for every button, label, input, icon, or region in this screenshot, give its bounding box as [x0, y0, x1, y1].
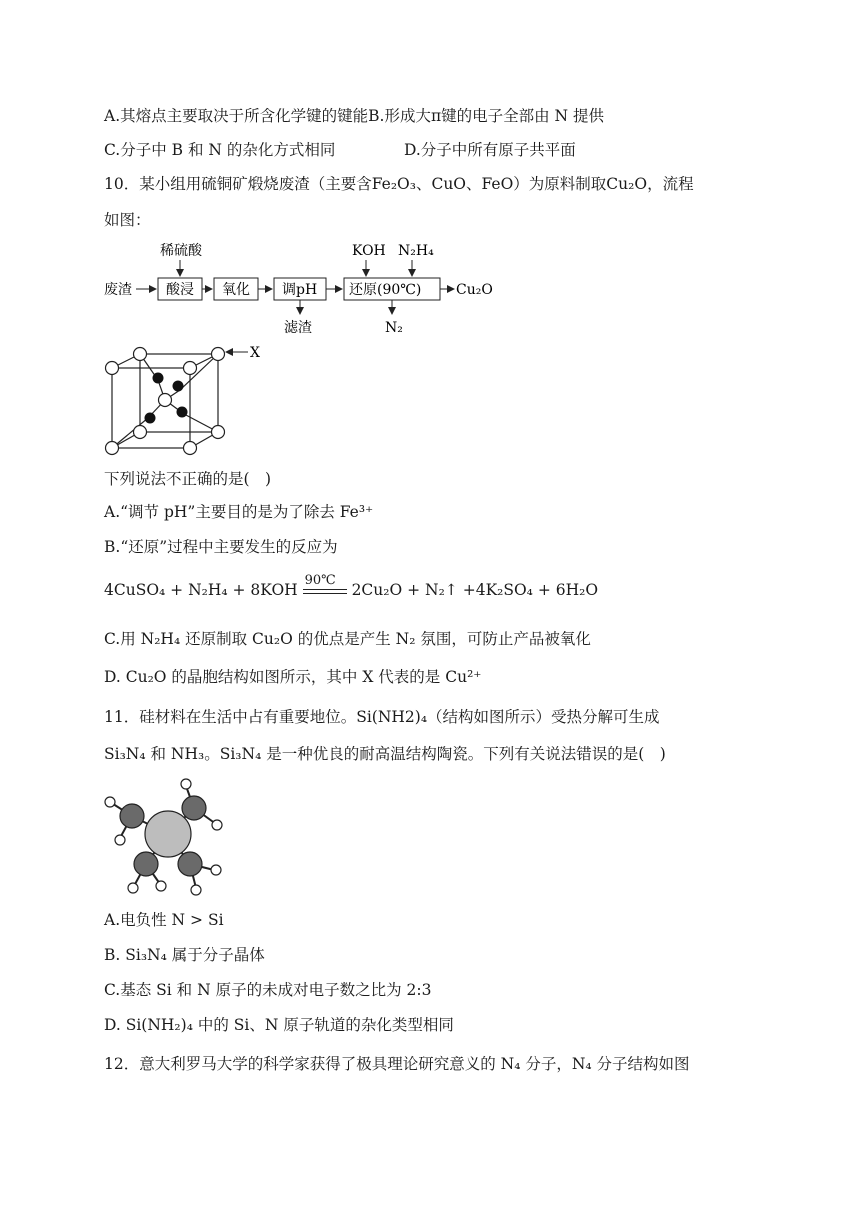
cell-label-x: X: [250, 345, 260, 361]
q11-option-c: C.基态 Si 和 N 原子的未成对电子数之比为 2:3: [104, 981, 432, 999]
q10-stem-text-3: ，流程: [647, 175, 694, 193]
q10-equation: [104, 573, 599, 600]
q10-option-a: A.“调节 pH”主要目的是为了除去 Fe³⁺: [104, 503, 374, 521]
q11-option-d: D. Si(NH₂)₄ 中的 Si、N 原子轨道的杂化类型相同: [104, 1016, 454, 1034]
q10-flow-chart: [100, 238, 520, 338]
flow-reagent-1: 稀硫酸: [160, 243, 202, 259]
q10-stem-text-4: 如图：: [104, 211, 151, 229]
flow-step-3: 调pH: [282, 282, 318, 298]
q9-option-a: A.其熔点主要取决于所含化学键的键能: [104, 107, 369, 125]
flow-output: Cu₂O: [456, 282, 493, 298]
q9-option-d: D.分子中所有原子共平面: [404, 141, 576, 159]
q10-option-c: C.用 N₂H₄ 还原制取 Cu₂O 的优点是产生 N₂ 氛围，可防止产品被氧化: [104, 630, 591, 648]
si-nh2-4-molecule-model: [100, 772, 230, 898]
equation-right: 2Cu₂O + N₂↑ +4K₂SO₄ + 6H₂O: [351, 581, 599, 599]
equation-condition: 90℃: [304, 573, 336, 588]
q10-question: 下列说法不正确的是( ): [104, 470, 272, 488]
q10-stem-line-2: [104, 210, 151, 230]
flow-step-4: 还原(90℃): [349, 282, 422, 298]
flow-input: 废渣: [104, 282, 132, 298]
q11-option-b: B. Si₃N₄ 属于分子晶体: [104, 946, 265, 964]
flow-step-1: 酸浸: [166, 282, 194, 298]
q11-option-a: A.电负性 N > Si: [104, 911, 224, 929]
q9-option-c: C.分子中 B 和 N 的杂化方式相同: [104, 141, 336, 159]
flow-residue: 滤渣: [284, 320, 312, 336]
equation-condition-box: [303, 573, 347, 600]
equation-left: 4CuSO₄ + N₂H₄ + 8KOH: [104, 581, 298, 599]
q9-option-row-2: [104, 140, 576, 160]
q9-option-row-1: [104, 106, 604, 126]
q10-option-d: D. Cu₂O 的晶胞结构如图所示，其中 X 代表的是 Cu²⁺: [104, 668, 482, 686]
q11-stem-line-2: Si₃N₄ 和 NH₃。Si₃N₄ 是一种优良的耐高温结构陶瓷。下列有关说法错误的是( ): [104, 745, 666, 763]
q10-stem-line-1: [104, 174, 694, 194]
flow-gas: N₂: [385, 320, 403, 336]
q10-cu2o: Cu₂O: [606, 175, 648, 193]
q10-option-b: B.“还原”过程中主要发生的反应为: [104, 538, 338, 556]
flow-step-2: 氧化: [222, 282, 250, 298]
q10-fe2o3: Fe₂O₃: [371, 175, 416, 193]
q9-option-b: B.形成大π键的电子全部由 N 提供: [368, 107, 605, 125]
cu2o-unit-cell-diagram: [100, 338, 270, 462]
q11-stem-line-1: 11．硅材料在生活中占有重要地位。Si(NH2)₄（结构如图所示）受热分解可生成: [104, 708, 660, 726]
q12-stem-line-1: 12．意大利罗马大学的科学家获得了极具理论研究意义的 N₄ 分子，N₄ 分子结构如图: [104, 1055, 690, 1073]
flow-reagent-n2h4: N₂H₄: [398, 243, 434, 259]
flow-reagent-koh: KOH: [352, 243, 386, 259]
q10-stem-text-2: 、CuO、FeO）为原料制取: [415, 175, 607, 193]
q10-stem-text-1: 10．某小组用硫铜矿煅烧废渣（主要含: [104, 175, 372, 193]
